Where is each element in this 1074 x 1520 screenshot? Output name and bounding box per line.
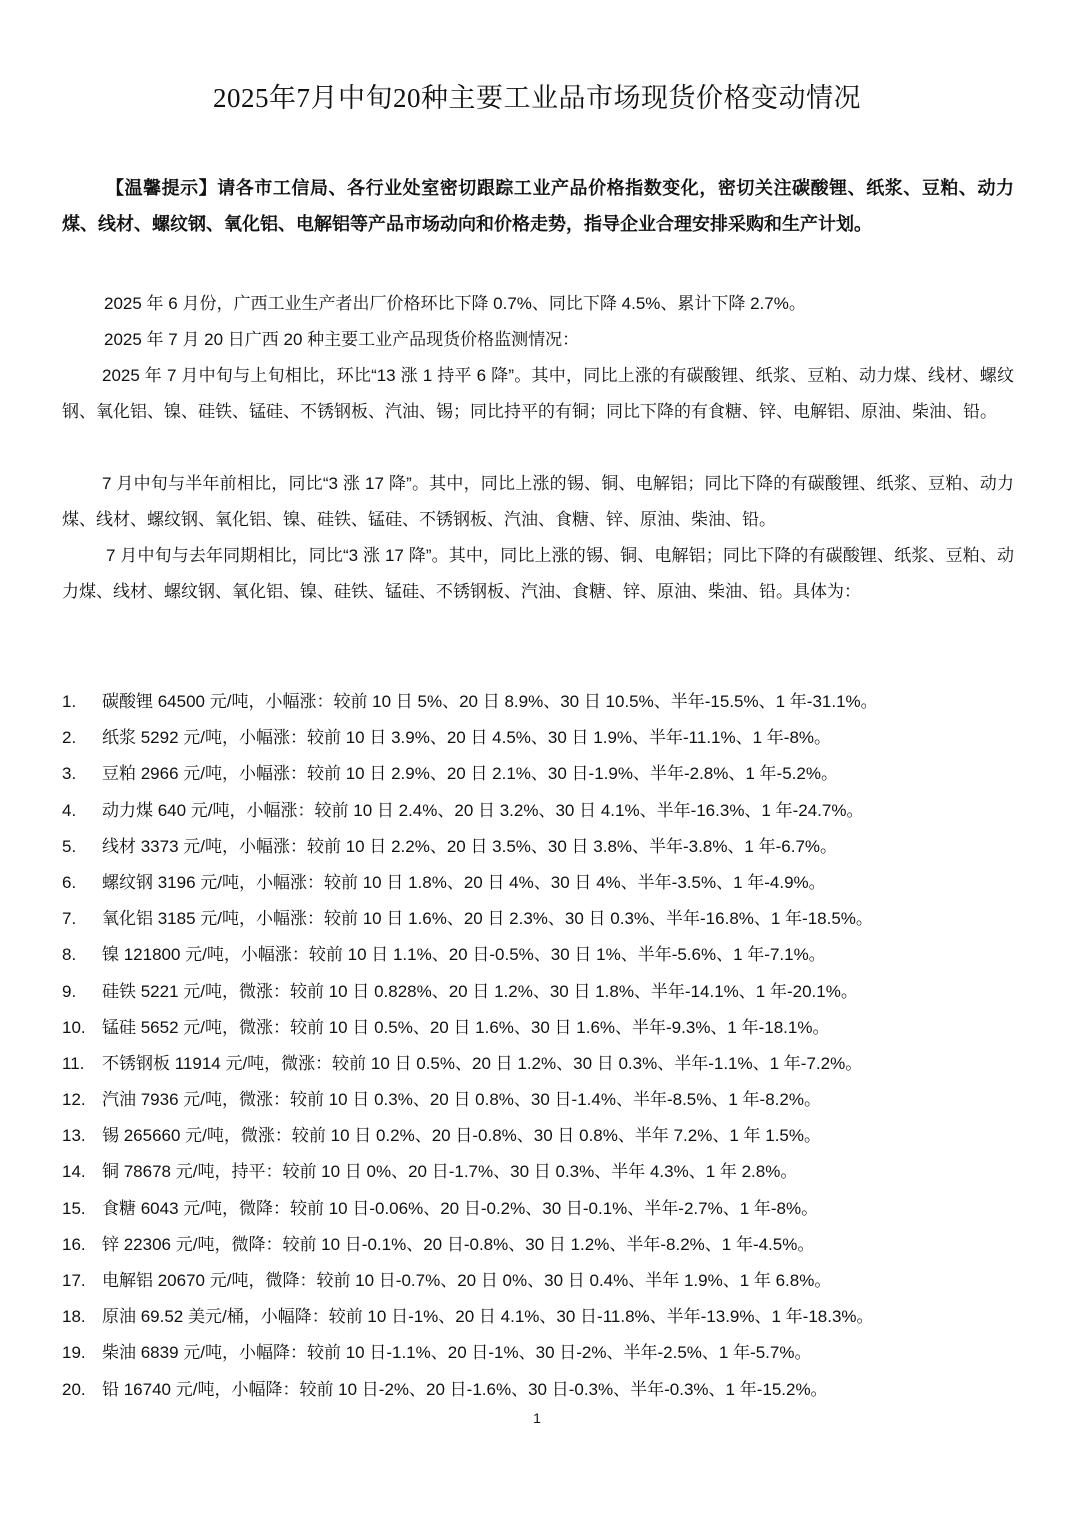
list-item-text: 锰硅 5652 元/吨，微涨：较前 10 日 0.5%、20 日 1.6%、30 日 1.6%、半年-9.3%、1 年-18.1%。: [102, 1017, 830, 1037]
list-item: [62, 1227, 1022, 1263]
list-item: [62, 1263, 1022, 1299]
list-item-text: 线材 3373 元/吨，小幅涨：较前 10 日 2.2%、20 日 3.5%、30 日 3.8%、半年-3.8%、1 年-6.7%。: [102, 836, 838, 856]
list-item-text: 动力煤 640 元/吨，小幅涨：较前 10 日 2.4%、20 日 3.2%、30 日 4.1%、半年-16.3%、1 年-24.7%。: [102, 800, 864, 820]
list-item: [62, 1046, 1022, 1082]
list-item-number: 17.: [62, 1271, 86, 1290]
list-item-number: 16.: [62, 1234, 86, 1254]
list-item-number: 5.: [62, 836, 77, 856]
list-item: [62, 1335, 1022, 1371]
list-item-text: 不锈钢板 11914 元/吨，微涨：较前 10 日 0.5%、20 日 1.2%、30 日 0.3%、半年-1.1%、1 年-7.2%。: [102, 1053, 863, 1073]
list-item: [62, 1154, 1022, 1190]
list-item-number: 14.: [62, 1162, 86, 1182]
list-item: [62, 1118, 1022, 1154]
list-item: [62, 937, 1022, 973]
list-item-text: 电解铝 20670 元/吨，微降：较前 10 日-0.7%、20 日 0%、30 日 0.4%、半年 1.9%、1 年 6.8%。: [102, 1271, 832, 1290]
list-item-number: 1.: [62, 692, 77, 711]
list-item-text: 原油 69.52 美元/桶，小幅降：较前 10 日-1%、20 日 4.1%、30 日-11.8%、半年-13.9%、1 年-18.3%。: [102, 1307, 874, 1327]
list-item-text: 铅 16740 元/吨，小幅降：较前 10 日-2%、20 日-1.6%、30 日-0.3%、半年-0.3%、1 年-15.2%。: [102, 1379, 828, 1399]
list-item-number: 7.: [62, 909, 77, 929]
list-item: [62, 684, 1022, 720]
price-item-list: [62, 684, 1022, 1408]
page-title: 2025年7月中旬20种主要工业品市场现货价格变动情况: [213, 83, 861, 113]
list-item: [62, 756, 1022, 792]
list-item-number: 2.: [62, 728, 77, 748]
list-item: [62, 1299, 1022, 1335]
list-item-number: 12.: [62, 1090, 86, 1110]
list-item-number: 18.: [62, 1307, 86, 1327]
list-item-text: 镍 121800 元/吨，小幅涨：较前 10 日 1.1%、20 日-0.5%、30 日 1%、半年-5.6%、1 年-7.1%。: [102, 945, 826, 965]
list-item: [62, 1082, 1022, 1118]
list-item-number: 19.: [62, 1343, 86, 1363]
list-item-number: 6.: [62, 872, 77, 892]
list-item: [62, 865, 1022, 901]
paragraph-monitoring-intro: 2025 年 7 月 20 日广西 20 种主要工业产品现货价格监测情况：: [104, 330, 580, 349]
list-item-number: 20.: [62, 1379, 86, 1399]
list-item-number: 8.: [62, 945, 77, 965]
list-item-text: 螺纹钢 3196 元/吨，小幅涨：较前 10 日 1.8%、20 日 4%、30 日 4%、半年-3.5%、1 年-4.9%。: [102, 872, 826, 892]
paragraph-half-year-comparison: 7 月中旬与半年前相比，同比“3 涨 17 降”。其中，同比上涨的锡、铜、电解铝；同比下降的有碳酸锂、纸浆、豆粕、动力煤、线材、螺纹钢、氧化铝、镍、硅铁、锰硅、不锈钢板、汽油、食糖、锌、原油、柴油、铅。: [62, 474, 1014, 529]
list-item-number: 15.: [62, 1198, 86, 1218]
list-item-text: 锡 265660 元/吨，微涨：较前 10 日 0.2%、20 日-0.8%、30 日 0.8%、半年 7.2%、1 年 1.5%。: [102, 1126, 821, 1146]
list-item-number: 3.: [62, 764, 77, 784]
list-item-text: 碳酸锂 64500 元/吨，小幅涨：较前 10 日 5%、20 日 8.9%、30 日 10.5%、半年-15.5%、1 年-31.1%。: [102, 692, 878, 711]
list-item: [62, 1010, 1022, 1046]
list-item-text: 食糖 6043 元/吨，微降：较前 10 日-0.06%、20 日-0.2%、30 日-0.1%、半年-2.7%、1 年-8%。: [102, 1198, 819, 1218]
list-item-text: 铜 78678 元/吨，持平：较前 10 日 0%、20 日-1.7%、30 日 0.3%、半年 4.3%、1 年 2.8%。: [102, 1162, 798, 1182]
paragraph-yoy-comparison: 7 月中旬与去年同期相比，同比“3 涨 17 降”。其中，同比上涨的锡、铜、电解铝；同比下降的有碳酸锂、纸浆、豆粕、动力煤、线材、螺纹钢、氧化铝、镍、硅铁、锰硅、不锈钢板、汽油、食糖、锌、原油、柴油、铅。具体为：: [62, 546, 1014, 601]
list-item-text: 汽油 7936 元/吨，微涨：较前 10 日 0.3%、20 日 0.8%、30 日-1.4%、半年-8.5%、1 年-8.2%。: [102, 1090, 821, 1110]
list-item-text: 柴油 6839 元/吨，小幅降：较前 10 日-1.1%、20 日-1%、30 日-2%、半年-2.5%、1 年-5.7%。: [102, 1343, 812, 1363]
list-item: [62, 1372, 1022, 1408]
list-item-text: 硅铁 5221 元/吨，微涨：较前 10 日 0.828%、20 日 1.2%、30 日 1.8%、半年-14.1%、1 年-20.1%。: [102, 981, 858, 1001]
list-item-number: 10.: [62, 1017, 86, 1037]
paragraph-ppi: 2025 年 6 月份，广西工业生产者出厂价格环比下降 0.7%、同比下降 4.5%、累计下降 2.7%。: [104, 294, 806, 313]
list-item: [62, 901, 1022, 937]
list-item-text: 豆粕 2966 元/吨，小幅涨：较前 10 日 2.9%、20 日 2.1%、30 日-1.9%、半年-2.8%、1 年-5.2%。: [102, 764, 838, 784]
list-item-text: 氧化铝 3185 元/吨，小幅涨：较前 10 日 1.6%、20 日 2.3%、30 日 0.3%、半年-16.8%、1 年-18.5%。: [102, 909, 873, 929]
page-number: 1: [533, 1410, 541, 1426]
list-item: [62, 720, 1022, 756]
list-item-number: 4.: [62, 800, 77, 820]
list-item: [62, 829, 1022, 865]
list-item-number: 13.: [62, 1126, 86, 1146]
list-item: [62, 974, 1022, 1010]
list-item-text: 锌 22306 元/吨，微降：较前 10 日-0.1%、20 日-0.8%、30 日 1.2%、半年-8.2%、1 年-4.5%。: [102, 1234, 815, 1254]
paragraph-mom-comparison: 2025 年 7 月中旬与上旬相比，环比“13 涨 1 持平 6 降”。其中，同比上涨的有碳酸锂、纸浆、豆粕、动力煤、线材、螺纹钢、氧化铝、镍、硅铁、锰硅、不锈钢板、汽油、锡；同比持平的有铜；同比下降的有食糖、锌、电解铝、原油、柴油、铅。: [62, 366, 1014, 421]
notice-paragraph: 【温馨提示】请各市工信局、各行业处室密切跟踪工业产品价格指数变化，密切关注碳酸锂、纸浆、豆粕、动力煤、线材、螺纹钢、氧化铝、电解铝等产品市场动向和价格走势，指导企业合理安排采购和生产计划。: [62, 178, 1014, 234]
list-item-number: 9.: [62, 981, 77, 1001]
list-item: [62, 793, 1022, 829]
list-item-number: 11.: [62, 1053, 85, 1073]
list-item-text: 纸浆 5292 元/吨，小幅涨：较前 10 日 3.9%、20 日 4.5%、30 日 1.9%、半年-11.1%、1 年-8%。: [102, 728, 832, 748]
list-item: [62, 1191, 1022, 1227]
